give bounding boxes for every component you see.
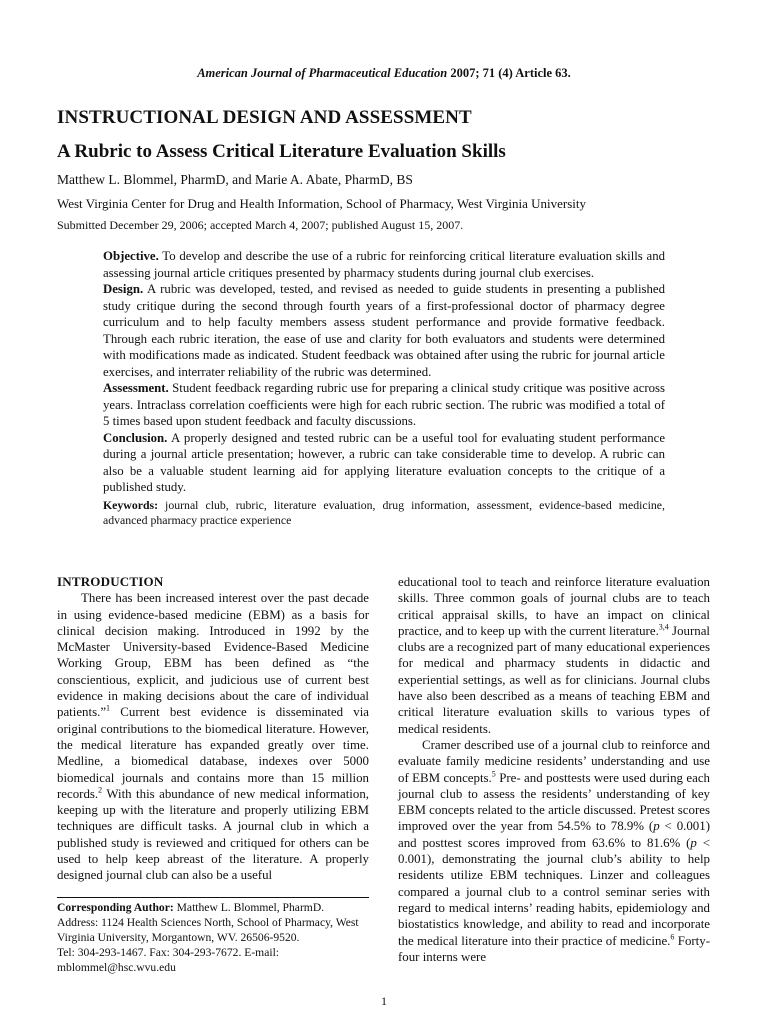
intro-text: Current best evidence is disseminated via original contributions to the biomedical literature. However, the medical literature has expanded greatly over time. Medline, a biomedical database, indexes over 5000 biomedical journals and contains more than 15 million records. (57, 705, 369, 801)
corresponding-author (57, 900, 369, 975)
intro-text: There has been increased interest over the past decade in using evidence-based medicine (EBM) as a basis for clinical decision making. Introduced in 1992 by the McMaster University-based Evidence-Based Medicine Working Group, EBM has been defined as “the conscientious, explicit, and judicious use of current best evidence in making decisions about the care of individual patients.” (57, 591, 369, 720)
intro-text: < 0.001), demonstrating the journal club’s ability to help residents utilize EBM techniques. Linzer and colleagues compared a journal club to a control seminar series with regard to medical interns’ reading habits, epidemiology and biostatistics knowledge, and ability to read and incorporate the medical literature into their practice of medicine. (398, 835, 710, 948)
design-label: Design. (103, 282, 144, 296)
corr-email[interactable]: mblommel@hsc.wvu.edu (57, 961, 176, 974)
intro-text: Forty-four interns were (398, 933, 710, 964)
reference-marker[interactable]: 6 (670, 932, 675, 942)
conclusion-text: A properly designed and tested rubric can be a useful tool for evaluating student performance during a journal article presentation; however, a rubric can take considerable time to develop. A rubric can also be a valuable student learning aid for applying literature evaluation concepts to the critique of a published study. (103, 430, 665, 494)
corr-label: Corresponding Author: (57, 901, 174, 914)
footnote-divider (57, 897, 369, 898)
abstract-assessment (103, 380, 665, 430)
journal-citation: 2007; 71 (4) Article 63. (447, 66, 571, 80)
intro-continued-paragraph (398, 574, 710, 737)
article-title: A Rubric to Assess Critical Literature Evaluation Skills (57, 141, 506, 162)
abstract-conclusion (103, 430, 665, 496)
reference-marker[interactable]: 1 (106, 704, 111, 714)
publication-dates: Submitted December 29, 2006; accepted March 4, 2007; published August 15, 2007. (57, 218, 464, 232)
journal-name: American Journal of Pharmaceutical Education (197, 66, 448, 80)
intro-text: Cramer described use of a journal club to reinforce and evaluate family medicine residents’ understanding and use of EBM concepts. (398, 737, 710, 785)
authors: Matthew L. Blommel, PharmD, and Marie A. Abate, PharmD, BS (57, 172, 413, 187)
design-text: A rubric was developed, tested, and revised as needed to guide students in presenting a published study critique during the second through fourth years of a first-professional doctor of pharmacy degree curriculum and to help faculty members assess student performance and provide formative feedback. Through each rubric iteration, the ease of use and clarity for both evaluators and students were determined with modifications made as indicated. Student feedback was obtained after using the rubric for journal article exercises, and interrater reliability of the rubric was determined. (103, 282, 665, 379)
corr-address: Address: 1124 Health Sciences North, School of Pharmacy, West Virginia University, Morgantown, WV. 26506-9520. (57, 916, 359, 944)
keywords-text: journal club, rubric, literature evaluation, drug information, assessment, evidence-based medicine, advanced pharmacy practice experience (103, 497, 665, 527)
intro-text: < 0.001) and posttest scores improved from 63.6% to 81.6% ( (398, 819, 710, 850)
p-value-symbol: p (653, 819, 660, 834)
intro-text: With this abundance of new medical information, keeping up with the literature and properly utilizing EBM techniques are difficult tasks. A journal club in which a published study is reviewed and critiqued for others can be used to help keep abreast of the literature. A properly designed journal club can also be a useful (57, 786, 369, 883)
p-value-symbol: p (690, 835, 697, 850)
left-column (57, 574, 369, 884)
reference-marker[interactable]: 2 (98, 785, 103, 795)
introduction-heading: INTRODUCTION (57, 574, 164, 589)
right-column (398, 574, 710, 965)
intro-text: Journal clubs are a recognized part of many educational experiences for medical and pharmacy students in didactic and experiential settings, as well as for clinicians. Journal clubs have also been described as a means of teaching EBM and critical literature evaluation skills to various types of medical residents. (398, 623, 710, 736)
intro-paragraph-2 (398, 737, 710, 965)
intro-text: educational tool to teach and reinforce literature evaluation skills. Three common goals of journal clubs are to teach critical appraisal skills, to have an impact on clinical practice, and to keep up with the current literature. (398, 575, 710, 638)
abstract-design (103, 281, 665, 380)
section-label: INSTRUCTIONAL DESIGN AND ASSESSMENT (57, 107, 472, 128)
intro-paragraph-1 (57, 590, 369, 883)
assessment-text: Student feedback regarding rubric use for preparing a clinical study critique was positive across years. Intraclass correlation coefficients were high for each rubric section. The rubric was modified a total of 5 times based upon student feedback and faculty discussions. (103, 381, 665, 428)
intro-text: Pre- and posttests were used during each journal club to assess the residents’ understanding of key EBM concepts related to the article discussed. Pretest scores improved over the year from 54.5% to 78.9% ( (398, 770, 710, 834)
abstract-keywords (103, 498, 665, 529)
corr-name: Matthew L. Blommel, PharmD. (173, 901, 325, 914)
conclusion-label: Conclusion. (103, 430, 168, 445)
objective-text: To develop and describe the use of a rubric for reinforcing critical literature evaluation skills and assessing journal article critiques presented by pharmacy students during journal club exercises. (103, 249, 665, 280)
abstract-objective (103, 248, 665, 281)
objective-label: Objective. (103, 249, 159, 263)
reference-marker[interactable]: 3,4 (658, 622, 669, 632)
abstract (103, 248, 665, 529)
assessment-label: Assessment. (103, 381, 169, 395)
corr-phone: Tel: 304-293-1467. Fax: 304-293-7672. E-mail: (57, 946, 280, 959)
affiliation: West Virginia Center for Drug and Health Information, School of Pharmacy, West Virginia University (57, 196, 587, 211)
journal-header (0, 66, 768, 81)
reference-marker[interactable]: 5 (491, 769, 496, 779)
corr-name-line (57, 900, 369, 915)
keywords-label: Keywords: (103, 497, 159, 512)
page-number: 1 (381, 994, 387, 1008)
